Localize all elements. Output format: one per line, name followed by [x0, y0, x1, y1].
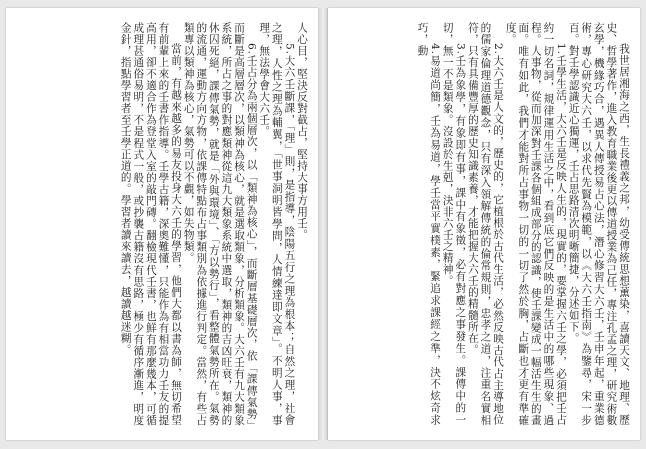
left-paragraph-4: 當前，有越來越多的易友投身大六壬的學習，他們大都以書為師，無切希望有前輩上來的壬書作指導。壬學古籍，深奧難懂，只能作為有相當功力壬友的提高用，卻不適合作為登堂入室的敲門磚。翻檢現代壬書，也鮮有那麼幾本，可循成理甚通俗易明，不是程式一般，或抄襲古籍沒有思路，極少有循序漸進，明度金針，指點學習者至壬學正道的。學習者讀來讀去，越讀越迷糊。	[119, 22, 183, 426]
right-paragraph-5: 4.易道尚簡，壬為易道，學壬當平實樸素，緊追求課經之準，決不炫奇求巧，動	[416, 22, 442, 426]
right-paragraph-3: 2.大六壬是人文的，歷史的，它植根於古代生活，必然反映古代占主導地位的儒家倫理道德觀念，只有深入領解傳統的倫常規則，忠孝之道，注重名實相符，只有具備豐厚的歷史知識素養，才能把握大六壬的精髓所在。	[466, 22, 505, 426]
left-paragraph-3: 6.壬占分為兩個層次，以「類神為核心」，而斷層基礎層次，依「課傳氣勢」而斷是高層層次，以類神為核心，就是選取類象，分析類象。大六壬有九大類象系統，所占之事的對應類神從這九大類象系統中選取，類神的吉凶旺衰，類神的休囚死絕，課傳氣勢，就是「外與環境」、「方以勢行」，看整體氣勢所在。氣勢的流通，運動方向方物，依課傳特點布占事類別為依據進行判定。當然，有些占類專以類神為核心，氣勢可以不覷，如失物類。	[182, 22, 258, 426]
right-paragraph-2: 1.壬學生活，大六壬是反映人生的，現實的，要掌握六壬之學，必須把壬占約一切名詞，規律運用生活之中，看到底它們反映的是生活中的哪些現象、過程。人事物，從而加深對壬課各個組成部分的認識，使壬課變成一幅活生生的畫面。唯有如此，我們才能對所占事物一切的一切了然於胸，占斷也才更有準確度。	[504, 22, 568, 426]
right-paragraph-1: 我世居湘海之西，生長禮義之邦，幼受傳統思想薰染，喜讀天文、地理、歷史、哲學著作，進入教育職業後更以傳道授業為己任，專注孔孟之理，研究術數玄學，機緣巧合，遇異人傳授易占心法，潛心修習大六壬，壬申年起，重業德術，專心研究大六壬，以求代先賢為模範，以《大六壬指南》為鑒尋，宋一步百。對壬學認識近心獨運，壬占思路清次明晰簡捷，分述如下。	[567, 22, 630, 426]
left-page-text	[16, 22, 308, 426]
left-paragraph-1: 人心目，堅決反對截占，堅持大事方用壬。	[296, 22, 308, 241]
right-page-text	[338, 22, 630, 426]
right-page	[328, 8, 640, 440]
left-page	[6, 8, 318, 440]
right-paragraph-4: 3.壬為象學，有象即有事，課中有象徵，必有對應之事發生。課傳中的一切，無一不是類象。沒設於生剋，決非六壬之精神。	[441, 22, 467, 426]
left-paragraph-2: 5.大六壬斷課，「理」則，是指導，陰陽五行之理為根本；自然之理，社會之理，人性之理為輔翼，「世事洞明皆學問，人情練達即文章」。不明人事，事理，無法學會大六壬。	[258, 22, 296, 426]
book-gutter	[318, 8, 328, 440]
